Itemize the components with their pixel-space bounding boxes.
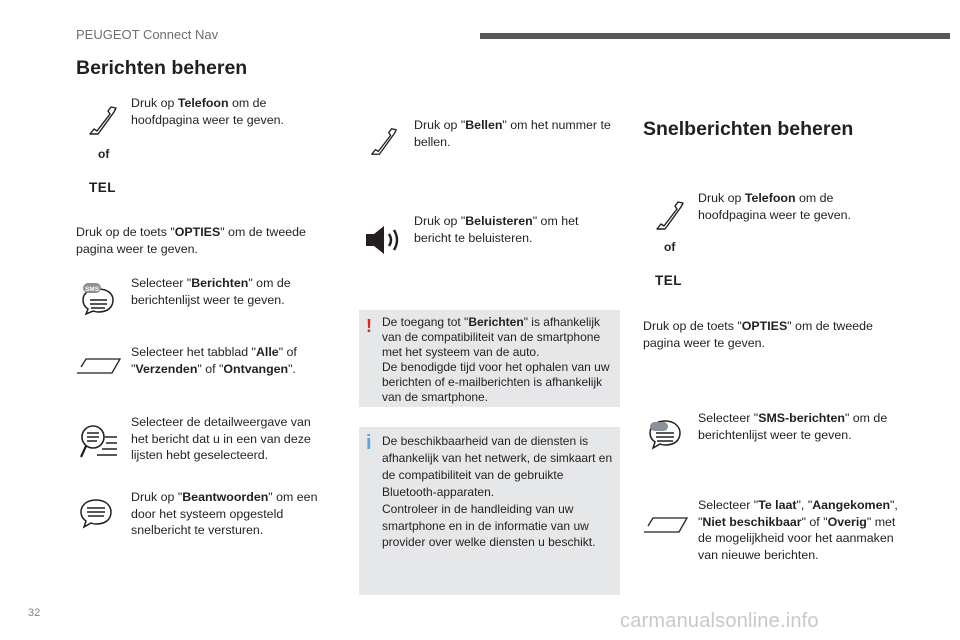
step-select-sms: Selecteer "SMS-berichten" om de berichtenlijst weer te geven. [698,411,888,442]
section-heading-quick-messages: Snelberichten beheren [643,118,854,140]
step-press-options: Druk op de toets "OPTIES" om de tweede pagina weer te geven. [76,225,306,256]
tab-shape-icon [643,516,689,534]
info-mark-icon: i [366,432,372,454]
running-header-title: PEUGEOT Connect Nav [76,27,219,42]
tab-shape-icon [76,357,122,375]
phone-handset-icon [368,126,400,158]
warning-mark-icon: ! [366,316,372,336]
detail-view-icon [78,420,118,464]
step-press-call: Druk op "Bellen" om het nummer te bellen. [414,118,611,149]
phone-handset-icon [86,104,120,138]
step-press-phone: Druk op Telefoon om de hoofdpagina weer te geven. [131,96,284,127]
step-select-messages: Selecteer "Berichten" om de berichtenlijst weer te geven. [131,276,291,307]
step-press-phone-quick: Druk op Telefoon om de hoofdpagina weer te geven. [698,191,851,222]
step-press-options-quick: Druk op de toets "OPTIES" om de tweede pagina weer te geven. [643,319,873,350]
sms-bubble-icon [80,282,116,316]
warning-note-text: De toegang tot "Berichten" is afhankelijk van de compatibiliteit van de smartphone met het systeem van de auto. De benodigde tijd voor het ophalen van uw berichten of e-mailberichten is afhankelijk van de smartphone. [382,315,610,404]
step-press-listen: Druk op "Beluisteren" om het bericht te beluisteren. [414,214,579,245]
step-select-category: Selecteer "Te laat", "Aangekomen", "Niet beschikbaar" of "Overig" met de mogelijkheid voor het aanmaken van nieuwe berichten. [698,498,898,562]
section-heading-messages: Berichten beheren [76,57,248,79]
step-press-reply: Druk op "Beantwoorden" om een door het systeem opgesteld snelbericht te versturen. [131,490,318,537]
reply-bubble-icon [78,497,114,531]
speaker-icon [364,224,402,256]
sms-badge-text: SMS [84,286,100,293]
sms-list-icon [647,418,683,452]
header-divider-bar [480,33,950,39]
or-label: of [664,240,676,254]
step-select-tab: Selecteer het tabblad "Alle" of "Verzenden" of "Ontvangen". [131,345,297,376]
page-number: 32 [28,607,41,619]
tel-button-label: TEL [89,180,116,195]
info-note-text: De beschikbaarheid van de diensten is afhankelijk van het netwerk, de simkaart en de compatibiliteit van de gebruikte Bluetooth-apparaten. Controleer in de handleiding van uw smartphone en in de informatie van uw provider over welke diensten u beschikt. [382,434,613,550]
watermark-text: carmanualsonline.info [620,610,819,632]
step-select-detail: Selecteer de detailweergave van het bericht dat u in een van deze lijsten hebt geselecteerd. [131,415,311,462]
or-label: of [98,147,110,161]
tel-button-label: TEL [655,273,682,288]
phone-handset-icon [653,199,687,233]
